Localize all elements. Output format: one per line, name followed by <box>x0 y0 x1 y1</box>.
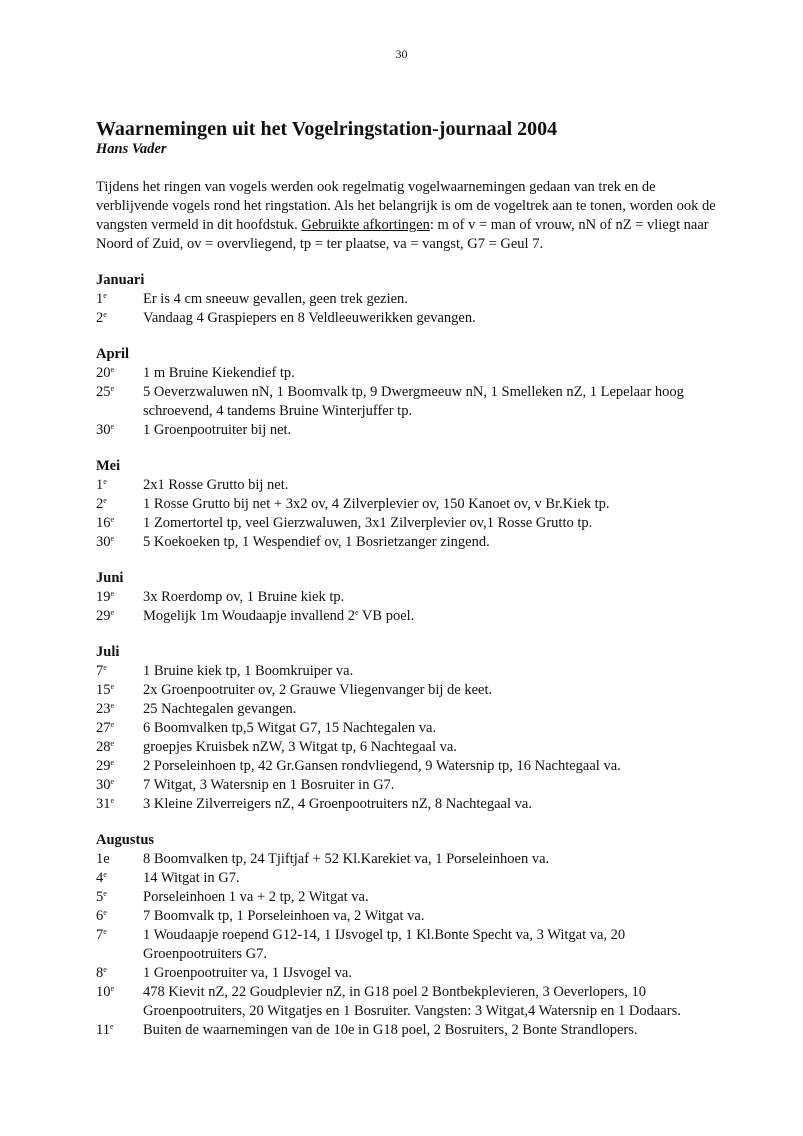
entry-day <box>96 1021 143 1040</box>
entry-day <box>96 926 143 964</box>
entry-text: Porseleinhoen 1 va + 2 tp, 2 Witgat va. <box>143 889 369 905</box>
entry-text: Er is 4 cm sneeuw gevallen, geen trek gezien. <box>143 291 408 307</box>
journal-entry <box>96 607 716 626</box>
entry-day-suffix: e <box>110 720 115 729</box>
month-section <box>96 271 716 328</box>
entry-text: 2x1 Rosse Grutto bij net. <box>143 477 289 493</box>
entry-day-number: 20 <box>96 365 111 381</box>
article-author: Hans Vader <box>96 141 167 157</box>
journal-entry <box>96 926 716 964</box>
entry-day-number: 7 <box>96 663 104 679</box>
entry-day-number: 15 <box>96 682 111 698</box>
entry-day-suffix: e <box>110 515 115 524</box>
entry-day-suffix: e <box>110 701 115 710</box>
entry-day <box>96 869 143 888</box>
entry-day-number: 16 <box>96 515 111 531</box>
entry-day <box>96 681 143 700</box>
journal-entry <box>96 309 716 328</box>
entry-text: 1 Rosse Grutto bij net + 3x2 ov, 4 Zilverplevier ov, 150 Kanoet ov, v Br.Kiek tp. <box>143 496 610 512</box>
journal-entry <box>96 383 716 421</box>
entry-text: 5 Oeverzwaluwen nN, 1 Boomvalk tp, 9 Dwergmeeuw nN, 1 Smelleken nZ, 1 Lepelaar hoog schroevend, 4 tandems Bruine Winterjuffer tp. <box>143 384 684 419</box>
entry-day-suffix: e <box>103 965 107 974</box>
entry-day-number: 1 <box>96 477 104 493</box>
entry-day <box>96 795 143 814</box>
entry-day-number: 30 <box>96 777 111 793</box>
entry-day-suffix: e <box>110 682 115 691</box>
entry-text: 7 Witgat, 3 Watersnip en 1 Bosruiter in G7. <box>143 777 395 793</box>
entry-text <box>143 607 716 626</box>
entry-day <box>96 757 143 776</box>
journal-entry <box>96 421 716 440</box>
entry-text: 2 Porseleinhoen tp, 42 Gr.Gansen rondvliegend, 9 Watersnip tp, 16 Nachtegaal va. <box>143 758 621 774</box>
entry-day <box>96 421 143 440</box>
entry-day-suffix: e <box>110 365 115 374</box>
journal-entry <box>96 588 716 607</box>
entry-day-number: 4 <box>96 870 104 886</box>
entry-text: Buiten de waarnemingen van de 10e in G18 poel, 2 Bosruiters, 2 Bonte Strandlopers. <box>143 1022 638 1038</box>
entry-day-number: 25 <box>96 384 111 400</box>
entry-day-number: 23 <box>96 701 111 717</box>
entry-day-number: 27 <box>96 720 111 736</box>
entry-text: 1 Woudaapje roepend G12-14, 1 IJsvogel tp, 1 Kl.Bonte Specht va, 3 Witgat va, 20 Groenpootruiters G7. <box>143 927 626 962</box>
month-title: April <box>96 346 130 362</box>
journal-entry <box>96 700 716 719</box>
entry-day <box>96 290 143 309</box>
month-title: Augustus <box>96 832 155 848</box>
entry-text: 478 Kievit nZ, 22 Goudplevier nZ, in G18 poel 2 Bontbekplevieren, 3 Oeverlopers, 10 Groenpootruiters, 20 Witgatjes en 1 Bosruiter. Vangsten: 3 Witgat,4 Watersnip en 1 Dodaars. <box>143 984 681 1019</box>
entry-day <box>96 719 143 738</box>
month-section <box>96 345 716 440</box>
journal-entry <box>96 983 716 1021</box>
entry-day-number: 30 <box>96 422 111 438</box>
entry-day-suffix: e <box>103 663 107 672</box>
entry-day-suffix: e <box>110 534 115 543</box>
intro-abbreviations: : m of v = man of vrouw, nN of nZ = vliegt naar Noord of Zuid, ov = overvliegend, tp = ter plaatse, va = vangst, G7 = Geul 7. <box>96 217 709 252</box>
entry-day <box>96 850 143 869</box>
entry-day <box>96 495 143 514</box>
month-title: Mei <box>96 458 121 474</box>
entry-text: groepjes Kruisbek nZW, 3 Witgat tp, 6 Nachtegaal va. <box>143 739 457 755</box>
entry-day-number: 5 <box>96 889 104 905</box>
journal-months <box>96 271 716 1040</box>
entry-text: 14 Witgat in G7. <box>143 870 240 886</box>
entry-day <box>96 964 143 983</box>
entry-text: 2x Groenpootruiter ov, 2 Grauwe Vliegenvanger bij de keet. <box>143 682 493 698</box>
journal-entry <box>96 964 716 983</box>
entry-text: 8 Boomvalken tp, 24 Tjiftjaf + 52 Kl.Karekiet va, 1 Porseleinhoen va. <box>143 851 550 867</box>
entry-day-suffix: e <box>110 739 115 748</box>
entry-day-number: 1e <box>96 851 110 867</box>
entry-text-part: VB poel. <box>358 608 415 624</box>
journal-entry <box>96 850 716 869</box>
entry-day-suffix: e <box>109 1022 114 1031</box>
entry-day-suffix: e <box>110 589 115 598</box>
entry-day <box>96 983 143 1021</box>
entry-day-number: 8 <box>96 965 104 981</box>
entry-day-suffix: e <box>103 927 107 936</box>
entry-day-number: 6 <box>96 908 104 924</box>
entry-text: 1 m Bruine Kiekendief tp. <box>143 365 295 381</box>
entry-day <box>96 776 143 795</box>
entry-day-number: 2 <box>96 496 104 512</box>
journal-entry <box>96 1021 716 1040</box>
entry-day <box>96 533 143 552</box>
month-title: Juni <box>96 570 124 586</box>
journal-entry <box>96 888 716 907</box>
entry-day-number: 29 <box>96 758 111 774</box>
entry-day <box>96 888 143 907</box>
month-title: Januari <box>96 272 145 288</box>
entry-day-suffix: e <box>103 291 107 300</box>
entry-day <box>96 514 143 533</box>
entry-text: 7 Boomvalk tp, 1 Porseleinhoen va, 2 Witgat va. <box>143 908 425 924</box>
entry-text: 1 Groenpootruiter va, 1 IJsvogel va. <box>143 965 352 981</box>
entry-day-number: 31 <box>96 796 111 812</box>
entry-text: 3x Roerdomp ov, 1 Bruine kiek tp. <box>143 589 345 605</box>
journal-entry <box>96 681 716 700</box>
entry-day-suffix: e <box>103 889 107 898</box>
journal-entry <box>96 514 716 533</box>
intro-paragraph <box>96 178 716 254</box>
month-section <box>96 569 716 626</box>
article-title: Waarnemingen uit het Vogelringstation-journaal 2004 <box>96 118 558 140</box>
entry-day-number: 30 <box>96 534 111 550</box>
entry-text: 3 Kleine Zilverreigers nZ, 4 Groenpootruiters nZ, 8 Nachtegaal va. <box>143 796 532 812</box>
journal-entry <box>96 719 716 738</box>
entry-day-suffix: e <box>110 758 115 767</box>
entry-day-suffix: e <box>103 310 107 319</box>
entry-day <box>96 607 143 626</box>
entry-day <box>96 907 143 926</box>
entry-day-suffix: e <box>103 870 107 879</box>
entry-day <box>96 364 143 383</box>
entry-day-suffix: e <box>103 496 107 505</box>
journal-entry <box>96 757 716 776</box>
entry-day-number: 28 <box>96 739 111 755</box>
article <box>96 118 716 1040</box>
journal-entry <box>96 776 716 795</box>
entry-day-suffix: e <box>110 984 115 993</box>
entry-day-number: 1 <box>96 291 104 307</box>
entry-day-suffix: e <box>103 477 107 486</box>
entry-text-part: Mogelijk 1m Woudaapje invallend 2 <box>143 608 355 624</box>
journal-entry <box>96 869 716 888</box>
entry-day <box>96 588 143 607</box>
entry-day-suffix: e <box>110 777 115 786</box>
entry-day-suffix: e <box>110 796 115 805</box>
entry-text: Vandaag 4 Graspiepers en 8 Veldleeuwerikken gevangen. <box>143 310 476 326</box>
entry-day <box>96 700 143 719</box>
entry-day-suffix: e <box>110 608 115 617</box>
intro-text: Tijdens het ringen van vogels werden ook regelmatig vogelwaarnemingen gedaan van trek en de verblijvende vogels rond het ringstation. Als het belangrijk is om de vogeltrek aan te tonen, worden ook de vangsten vermeld in dit hoofdstuk. <box>96 179 716 233</box>
entry-day-number: 7 <box>96 927 104 943</box>
entry-day <box>96 309 143 328</box>
journal-entry <box>96 533 716 552</box>
journal-entry <box>96 795 716 814</box>
journal-entry <box>96 907 716 926</box>
entry-day <box>96 738 143 757</box>
page-number: 30 <box>395 47 408 61</box>
journal-entry <box>96 662 716 681</box>
entry-day-number: 10 <box>96 984 111 1000</box>
entry-text: 5 Koekoeken tp, 1 Wespendief ov, 1 Bosrietzanger zingend. <box>143 534 490 550</box>
month-section <box>96 831 716 1040</box>
abbreviations-label: Gebruikte afkortingen <box>301 217 430 233</box>
journal-entry <box>96 476 716 495</box>
entry-day-suffix: e <box>110 384 115 393</box>
month-section <box>96 457 716 552</box>
entry-day-number: 29 <box>96 608 111 624</box>
entry-text-suffix: e <box>355 608 359 617</box>
journal-entry <box>96 290 716 309</box>
journal-entry <box>96 738 716 757</box>
journal-entry <box>96 364 716 383</box>
month-title: Juli <box>96 644 120 660</box>
entry-day-number: 2 <box>96 310 104 326</box>
month-section <box>96 643 716 814</box>
entry-day <box>96 662 143 681</box>
entry-text: 1 Groenpootruiter bij net. <box>143 422 292 438</box>
entry-day-number: 11 <box>96 1022 110 1038</box>
entry-day-suffix: e <box>103 908 107 917</box>
entry-day <box>96 476 143 495</box>
entry-text: 6 Boomvalken tp,5 Witgat G7, 15 Nachtegalen va. <box>143 720 437 736</box>
entry-text: 25 Nachtegalen gevangen. <box>143 701 297 717</box>
entry-day-suffix: e <box>110 422 115 431</box>
entry-day <box>96 383 143 421</box>
entry-text: 1 Zomertortel tp, veel Gierzwaluwen, 3x1 Zilverplevier ov,1 Rosse Grutto tp. <box>143 515 593 531</box>
entry-text: 1 Bruine kiek tp, 1 Boomkruiper va. <box>143 663 354 679</box>
entry-day-number: 19 <box>96 589 111 605</box>
journal-entry <box>96 495 716 514</box>
